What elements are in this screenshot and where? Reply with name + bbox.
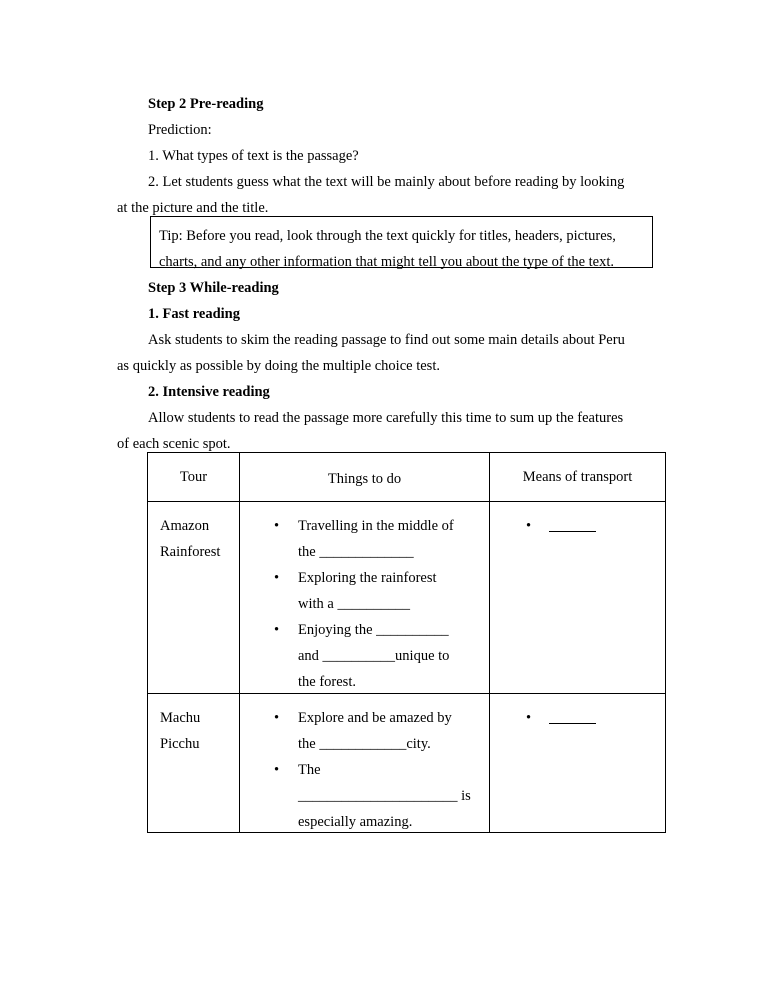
bullet-icon: • [274,710,280,726]
intensive-reading-line-2: of each scenic spot. [117,436,231,452]
intensive-reading-line-1: Allow students to read the passage more carefully this time to sum up the features [148,410,624,426]
table-row [148,694,666,833]
intensive-reading-heading: 2. Intensive reading [148,384,270,400]
prediction-question-1: 1. What types of text is the passage? [148,148,359,164]
thing-text: especially amazing. [298,814,413,830]
bullet-icon: • [274,762,280,778]
table-header-row [148,453,666,502]
thing-text: the _____________ [298,544,414,560]
tour-cell [148,502,240,694]
prediction-question-2-line1: 2. Let students guess what the text will be mainly about before reading by looking [148,174,625,190]
bullet-icon: • [526,518,532,534]
thing-text: and __________unique to [298,648,450,664]
table-row [148,502,666,694]
thing-text: Enjoying the __________ [298,622,449,638]
tour-table [147,452,666,833]
tip-line-1: Tip: Before you read, look through the text quickly for titles, headers, pictures, [159,228,616,244]
thing-text: the forest. [298,674,356,690]
thing-text: with a __________ [298,596,410,612]
fast-reading-line-1: Ask students to skim the reading passage to find out some main details about Peru [148,332,625,348]
header-means-of-transport: Means of transport [490,453,666,502]
thing-text: Explore and be amazed by [298,710,452,726]
prediction-label: Prediction: [148,122,212,138]
thing-text: Travelling in the middle of [298,518,454,534]
prediction-question-2-line2: at the picture and the title. [117,200,269,216]
thing-text: ______________________ is [298,788,471,804]
header-things-to-do: Things to do [240,453,490,502]
step3-heading: Step 3 While-reading [148,280,279,296]
bullet-icon: • [274,622,280,638]
header-tour: Tour [148,453,240,502]
tour-cell [148,694,240,833]
transport-blank-line [549,531,596,532]
tour-name-line1: Machu [160,710,201,726]
things-cell [240,502,490,694]
thing-text: the ____________city. [298,736,431,752]
step2-heading: Step 2 Pre-reading [148,96,264,112]
things-cell [240,694,490,833]
thing-text: The [298,762,321,778]
bullet-icon: • [274,570,280,586]
tip-line-2: charts, and any other information that might tell you about the type of the text. [159,254,615,270]
transport-cell [490,502,666,694]
bullet-icon: • [526,710,532,726]
tour-name-line1: Amazon [160,518,210,534]
thing-text: Exploring the rainforest [298,570,437,586]
bullet-icon: • [274,518,280,534]
tour-name-line2: Rainforest [160,544,221,560]
transport-blank-line [549,723,596,724]
fast-reading-line-2: as quickly as possible by doing the multiple choice test. [117,358,440,374]
tour-name-line2: Picchu [160,736,200,752]
transport-cell [490,694,666,833]
fast-reading-heading: 1. Fast reading [148,306,240,322]
